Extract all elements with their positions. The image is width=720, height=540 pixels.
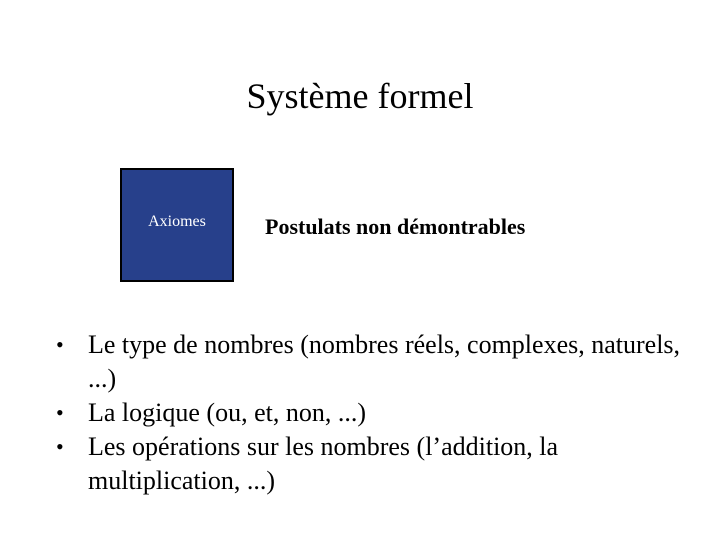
bullet-list	[52, 328, 692, 498]
axiomes-box	[120, 168, 234, 282]
bullet-item-logic	[52, 396, 692, 430]
bullet-text: La logique (ou, et, non, ...)	[88, 398, 366, 427]
axiomes-label: Axiomes	[148, 213, 206, 230]
bullet-item-operations	[52, 430, 692, 498]
bullet-dot-icon: •	[56, 434, 64, 459]
bullet-text: Le type de nombres (nombres réels, complexes, naturels, ...)	[88, 330, 681, 393]
slide-title: Système formel	[246, 76, 474, 116]
bullet-item-number-types	[52, 328, 692, 396]
bullet-dot-icon: •	[56, 332, 64, 357]
bullet-text: Les opérations sur les nombres (l’addition, la multiplication, ...)	[88, 432, 559, 495]
bullet-dot-icon: •	[56, 400, 64, 425]
definition-text: Postulats non démontrables	[265, 214, 526, 239]
